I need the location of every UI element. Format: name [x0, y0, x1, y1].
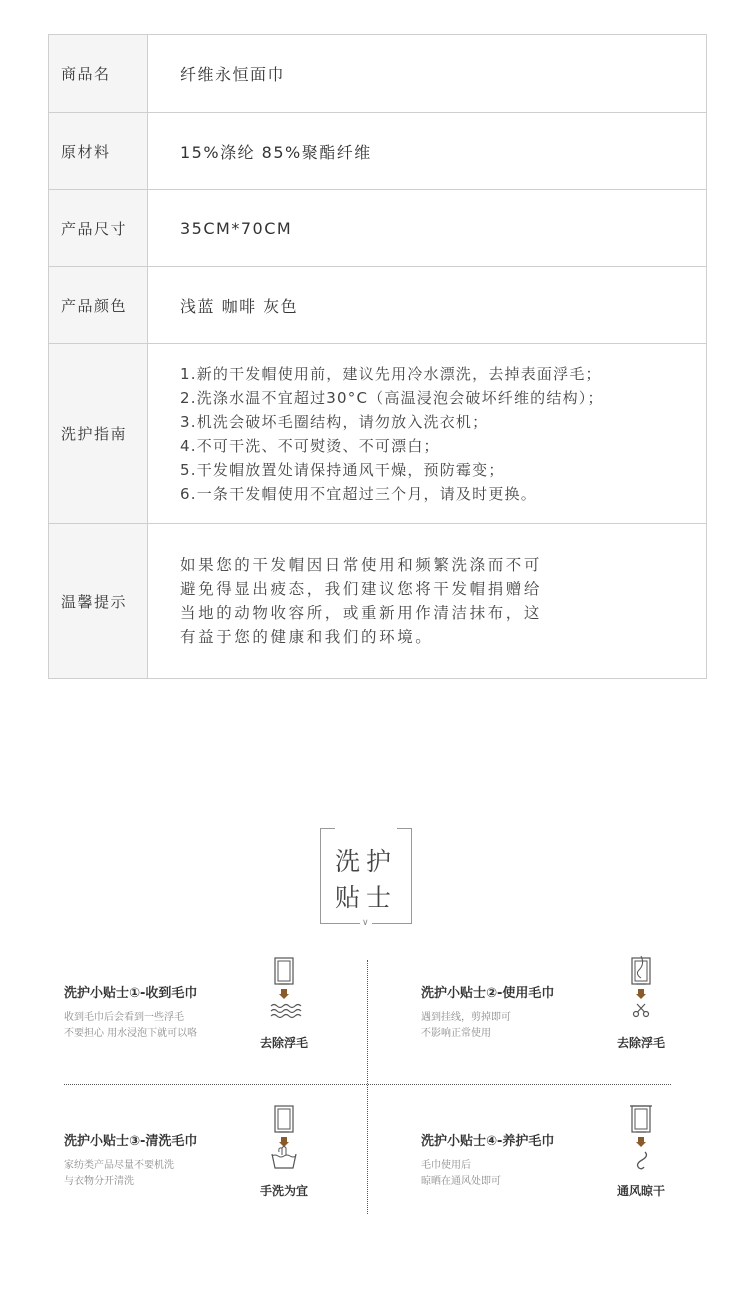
tip-title: 洗护小贴士④-养护毛巾	[421, 1134, 555, 1149]
tip-card-1	[64, 982, 354, 1082]
tip-desc	[64, 1158, 174, 1190]
tip-desc-line: 收到毛巾后会看到一些浮毛	[64, 1012, 184, 1023]
care-guide-line: 4.不可干洗、不可熨烫、不可漂白；	[180, 436, 440, 455]
spec-value: 浅蓝 咖啡 灰色	[180, 296, 299, 316]
chevron-down-icon: ∨	[362, 918, 369, 928]
care-guide-line: 3.机洗会破坏毛圈结构，请勿放入洗衣机；	[180, 412, 489, 431]
towel-handwash-icon	[264, 1102, 304, 1182]
spec-value: 15%涤纶 85%聚酯纤维	[180, 142, 372, 162]
tip-desc-line: 不影响正常使用	[421, 1028, 491, 1039]
tip-title: 洗护小贴士③-清洗毛巾	[64, 1134, 198, 1149]
tip-desc-line: 与衣物分开清洗	[64, 1176, 134, 1187]
spec-label: 原材料	[49, 113, 148, 189]
tip-card-4	[421, 1130, 711, 1230]
tip-caption: 手洗为宜	[259, 1184, 308, 1198]
tip-card-3	[64, 1130, 354, 1230]
spec-label: 洗护指南	[49, 344, 148, 523]
tip-caption: 去除浮毛	[259, 1036, 308, 1050]
care-tips-heading	[320, 828, 412, 928]
spec-label: 产品颜色	[49, 267, 148, 343]
tip-title: 洗护小贴士①-收到毛巾	[64, 986, 198, 1001]
tip-caption: 去除浮毛	[616, 1036, 665, 1050]
warm-tip-text	[148, 524, 706, 678]
care-guide-line: 2.洗涤水温不宜超过30°C（高温浸泡会破坏纤维的结构）；	[180, 388, 604, 407]
spec-row-care-guide	[49, 344, 706, 524]
spec-row-warm-tip	[49, 524, 706, 678]
spec-row-material	[49, 113, 706, 190]
tip-desc-line: 晾晒在通风处即可	[421, 1176, 501, 1187]
spec-label: 产品尺寸	[49, 190, 148, 266]
warm-tip-line: 当地的动物收容所，或重新用作清洁抹布，这	[180, 604, 543, 622]
spec-row-product-name	[49, 35, 706, 113]
tip-desc-line: 遇到挂线，剪掉即可	[421, 1012, 511, 1023]
tip-desc-line: 不要担心 用水浸泡下就可以咯	[64, 1028, 198, 1039]
spec-value: 纤维永恒面巾	[180, 65, 286, 84]
grid-divider-horizontal	[64, 1084, 671, 1085]
warm-tip-line: 如果您的干发帽因日常使用和频繁洗涤而不可	[180, 556, 543, 574]
towel-air-dry-icon	[621, 1102, 661, 1182]
spec-row-size	[49, 190, 706, 267]
care-guide-line: 1.新的干发帽使用前，建议先用冷水漂洗，去掉表面浮毛；	[180, 364, 602, 383]
tip-title: 洗护小贴士②-使用毛巾	[421, 986, 555, 1001]
heading-line-2: 贴士	[334, 883, 397, 912]
tip-desc	[421, 1158, 501, 1190]
tip-desc-line: 毛巾使用后	[421, 1160, 471, 1171]
care-guide-list	[148, 344, 706, 523]
spec-value: 35CM*70CM	[180, 218, 293, 238]
heading-line-1: 洗护	[334, 847, 397, 876]
towel-waves-icon	[264, 954, 304, 1034]
towel-scissors-icon	[621, 954, 661, 1034]
warm-tip-line: 有益于您的健康和我们的环境。	[180, 628, 434, 646]
spec-label: 商品名	[49, 35, 148, 112]
spec-row-color	[49, 267, 706, 344]
grid-divider-vertical	[367, 960, 368, 1214]
spec-table	[48, 34, 707, 679]
tip-desc	[421, 1010, 511, 1042]
tip-caption: 通风晾干	[616, 1184, 665, 1198]
care-guide-line: 5.干发帽放置处请保持通风干燥，预防霉变；	[180, 460, 505, 479]
spec-label: 温馨提示	[49, 524, 148, 678]
care-guide-line: 6.一条干发帽使用不宜超过三个月，请及时更换。	[180, 484, 537, 503]
tip-desc	[64, 1010, 197, 1042]
warm-tip-line: 避免得显出疲态，我们建议您将干发帽捐赠给	[180, 580, 543, 598]
tip-desc-line: 家纺类产品尽量不要机洗	[64, 1160, 174, 1171]
tip-card-2	[421, 982, 711, 1082]
